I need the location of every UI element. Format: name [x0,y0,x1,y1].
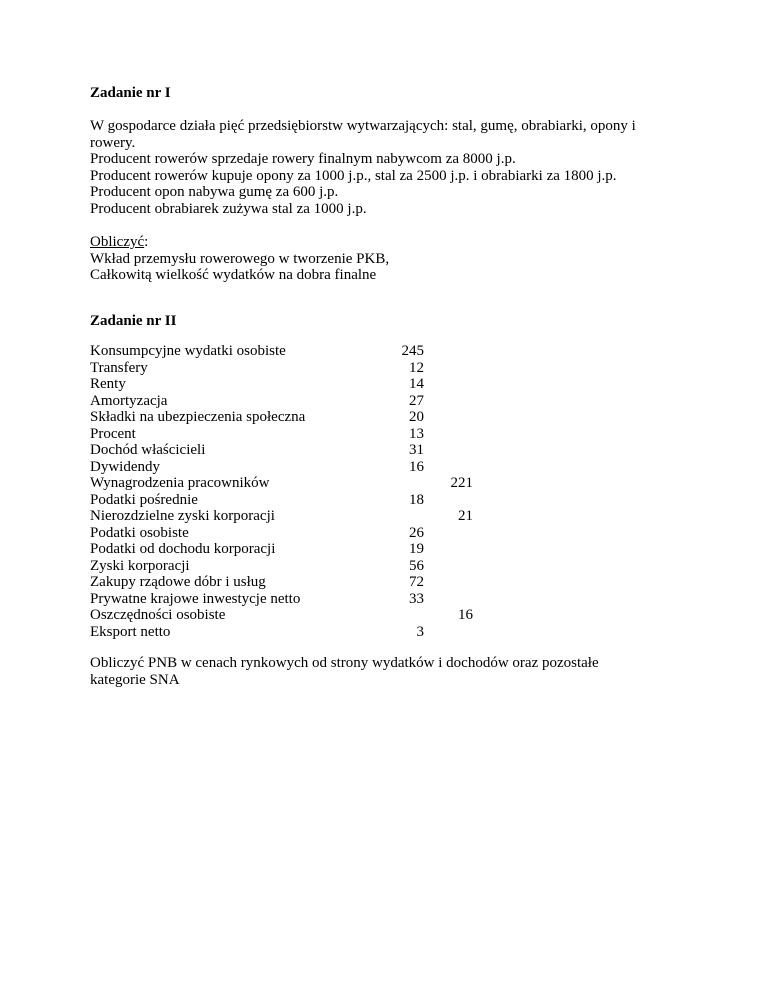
row-value-col1: 27 [409,392,424,409]
row-value-col2: 21 [458,508,473,524]
row-label: Prywatne krajowe inwestycje netto [90,590,301,607]
row-value-col1: 14 [409,376,424,392]
instruction-line: Obliczyć PNB w cenach rynkowych od strony wydatków i dochodów oraz pozostałe [90,655,599,671]
row-label: Amortyzacja [90,392,168,409]
task1-questions [90,234,690,284]
row-label: Transfery [90,359,148,376]
row-value-col1: 31 [409,442,424,458]
row-label: Zakupy rządowe dóbr i usług [90,574,266,590]
row-value-col1: 12 [409,359,424,376]
row-value-col1: 19 [409,541,424,557]
table-row [90,525,510,542]
row-value-col1: 16 [409,458,424,475]
row-label: Oszczędności osobiste [90,607,226,623]
task1-line: Producent opon nabywa gumę za 600 j.p. [90,184,339,200]
row-value-col2: 221 [450,475,473,491]
row-value-col1: 72 [409,574,424,590]
row-label: Składki na ubezpieczenia społeczna [90,409,306,425]
task1-line: Producent obrabiarek zużywa stal za 1000 j.p. [90,200,367,217]
row-label: Nierozdzielne zyski korporacji [90,508,275,524]
row-label: Wynagrodzenia pracowników [90,475,270,491]
row-value-col1: 56 [409,557,424,574]
table-row [90,360,510,377]
row-value-col1: 245 [401,343,424,359]
table-row [90,508,510,525]
task2-instruction [90,655,690,688]
row-label: Konsumpcyjne wydatki osobiste [90,343,286,359]
question-line: Wkład przemysłu rowerowego w tworzenie PKB, [90,250,390,267]
row-value-col1: 18 [409,491,424,508]
row-value-col1: 26 [409,524,424,541]
table-row [90,393,510,410]
row-value-col1: 3 [416,623,424,640]
table-row [90,426,510,443]
question-line: Całkowitą wielkość wydatków na dobra finalne [90,267,377,283]
task1-line: Producent rowerów sprzedaje rowery finalnym nabywcom za 8000 j.p. [90,151,516,167]
task1-heading: Zadanie nr I [90,85,171,101]
row-label: Zyski korporacji [90,557,190,574]
table-row [90,607,510,624]
task1-line: W gospodarce działa pięć przedsiębiorstw wytwarzających: stal, gumę, obrabiarki, opony i [90,118,636,134]
table-row [90,558,510,575]
table-row [90,409,510,426]
row-label: Podatki pośrednie [90,491,198,508]
table-row [90,376,510,393]
row-label: Dochód właścicieli [90,442,206,458]
row-value-col2: 16 [458,607,473,623]
task2-heading: Zadanie nr II [90,313,177,329]
table-row [90,343,510,360]
task1-line: rowery. [90,134,136,151]
table-row [90,541,510,558]
row-label: Podatki od dochodu korporacji [90,541,276,557]
row-value-col1: 20 [409,409,424,425]
row-label: Renty [90,376,126,392]
row-label: Podatki osobiste [90,524,189,541]
row-value-col1: 33 [409,590,424,607]
table-row [90,459,510,476]
table-row [90,591,510,608]
calc-line [90,234,690,251]
row-value-col1: 13 [409,425,424,442]
task1-line: Producent rowerów kupuje opony za 1000 j.p., stal za 2500 j.p. i obrabiarki za 1800 j.p. [90,167,617,184]
data-table [90,343,510,640]
task1-description [90,118,690,217]
instruction-line: kategorie SNA [90,671,180,688]
row-label: Eksport netto [90,623,171,640]
table-row [90,624,510,641]
calc-colon: : [144,234,149,250]
table-row [90,574,510,591]
calc-label: Obliczyć [90,234,145,250]
row-label: Dywidendy [90,458,160,475]
table-row [90,442,510,459]
table-row [90,475,510,492]
table-row [90,492,510,509]
row-label: Procent [90,425,136,442]
